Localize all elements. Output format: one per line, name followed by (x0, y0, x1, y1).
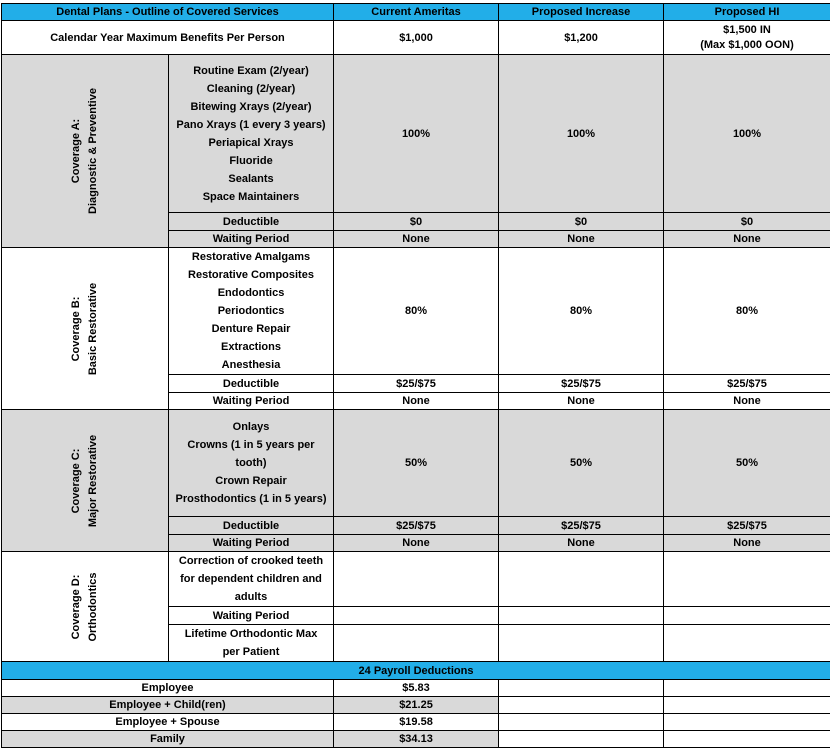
waiting-period-value (499, 607, 664, 625)
service-item: Periodontics (217, 305, 285, 317)
payroll-tier-label: Family (2, 731, 334, 748)
coverage-d-services (169, 552, 334, 607)
coverage-a-title-line2: Diagnostic & Preventive (87, 88, 99, 214)
calendar-max-row (2, 21, 830, 55)
deductible-value: $0 (664, 213, 830, 231)
service-item: Prosthodontics (1 in 5 years) (175, 493, 327, 505)
payroll-empty-cell (499, 714, 664, 731)
coverage-c-hi: 50% (664, 410, 830, 517)
header-current-ameritas: Current Ameritas (334, 4, 499, 21)
waiting-period-value (664, 607, 830, 625)
calendar-max-increase: $1,200 (499, 21, 664, 55)
payroll-row (2, 731, 830, 748)
coverage-b-services-row (2, 248, 830, 375)
calendar-max-hi-oon: (Max $1,000 OON) (700, 38, 794, 51)
payroll-tier-value: $5.83 (334, 680, 499, 697)
calendar-max-label: Calendar Year Maximum Benefits Per Person (2, 21, 334, 55)
service-item: Space Maintainers (202, 190, 300, 203)
calendar-max-hi (664, 21, 830, 55)
payroll-empty-cell (664, 697, 830, 714)
service-item: Pano Xrays (1 every 3 years) (176, 118, 326, 131)
lifetime-max-value (334, 625, 499, 662)
service-item: Denture Repair (211, 323, 291, 335)
service-item: Restorative Composites (188, 269, 314, 281)
payroll-empty-cell (664, 714, 830, 731)
deductible-value: $0 (499, 213, 664, 231)
coverage-b-increase: 80% (499, 248, 664, 375)
service-item: for dependent children and (180, 573, 322, 585)
waiting-period-value: None (334, 535, 499, 552)
calendar-max-current: $1,000 (334, 21, 499, 55)
coverage-c-services (169, 410, 334, 517)
coverage-d-title-line2: Orthodontics (87, 571, 99, 642)
service-item: Sealants (228, 172, 274, 185)
coverage-b-title (2, 248, 169, 410)
payroll-title: 24 Payroll Deductions (2, 662, 830, 680)
header-proposed-increase: Proposed Increase (499, 4, 664, 21)
coverage-a-increase: 100% (499, 55, 664, 213)
payroll-tier-value: $34.13 (334, 731, 499, 748)
payroll-tier-value: $21.25 (334, 697, 499, 714)
coverage-d-increase (499, 552, 664, 607)
service-item: adults (234, 591, 268, 603)
coverage-d-title (2, 552, 169, 662)
payroll-row (2, 680, 830, 697)
waiting-period-value: None (499, 393, 664, 410)
payroll-empty-cell (499, 697, 664, 714)
service-item: Fluoride (229, 154, 273, 167)
coverage-b-services (169, 248, 334, 375)
waiting-period-value: None (664, 393, 830, 410)
waiting-period-label: Waiting Period (169, 231, 334, 248)
coverage-c-increase: 50% (499, 410, 664, 517)
waiting-period-label: Waiting Period (169, 393, 334, 410)
deductible-value: $25/$75 (334, 375, 499, 393)
coverage-d-hi (664, 552, 830, 607)
coverage-a-hi: 100% (664, 55, 830, 213)
payroll-tier-label: Employee + Spouse (2, 714, 334, 731)
service-item: Anesthesia (221, 359, 281, 371)
coverage-a-title (2, 55, 169, 248)
lifetime-max-label (169, 625, 334, 662)
waiting-period-value: None (499, 535, 664, 552)
header-proposed-hi: Proposed HI (664, 4, 830, 21)
payroll-row (2, 697, 830, 714)
service-item: Correction of crooked teeth (178, 555, 324, 567)
deductible-value: $25/$75 (334, 517, 499, 535)
payroll-tier-label: Employee + Child(ren) (2, 697, 334, 714)
service-item: Cleaning (2/year) (206, 82, 296, 95)
service-item: Endodontics (217, 287, 285, 299)
waiting-period-label: Waiting Period (169, 535, 334, 552)
coverage-c-services-row (2, 410, 830, 517)
waiting-period-value: None (499, 231, 664, 248)
service-item: Restorative Amalgams (191, 251, 311, 263)
coverage-c-title-line1: Coverage C: (70, 448, 82, 513)
waiting-period-value: None (334, 231, 499, 248)
lifetime-max-line1: Lifetime Orthodontic Max (184, 628, 318, 640)
deductible-label: Deductible (169, 213, 334, 231)
coverage-d-current (334, 552, 499, 607)
coverage-c-title-line2: Major Restorative (87, 434, 99, 527)
coverage-d-title-line1: Coverage D: (70, 574, 82, 639)
coverage-a-current: 100% (334, 55, 499, 213)
coverage-b-title-line2: Basic Restorative (87, 282, 99, 375)
waiting-period-value (334, 607, 499, 625)
waiting-period-value: None (664, 231, 830, 248)
deductible-label: Deductible (169, 517, 334, 535)
payroll-empty-cell (499, 731, 664, 748)
payroll-tier-value: $19.58 (334, 714, 499, 731)
coverage-a-services-row (2, 55, 830, 213)
coverage-b-current: 80% (334, 248, 499, 375)
deductible-value: $25/$75 (499, 517, 664, 535)
service-item: Crown Repair (215, 475, 287, 487)
payroll-tier-label: Employee (2, 680, 334, 697)
payroll-header-row (2, 662, 830, 680)
service-item: Periapical Xrays (208, 136, 294, 149)
coverage-c-title (2, 410, 169, 552)
header-title: Dental Plans - Outline of Covered Services (2, 4, 334, 21)
service-item: Routine Exam (2/year) (193, 64, 309, 77)
coverage-b-title-line1: Coverage B: (70, 296, 82, 361)
lifetime-max-value (664, 625, 830, 662)
coverage-a-services (169, 55, 334, 213)
service-item: Crowns (1 in 5 years per (187, 439, 315, 451)
payroll-empty-cell (664, 680, 830, 697)
service-item: Onlays (232, 421, 270, 433)
dental-plans-table (1, 3, 830, 748)
waiting-period-value: None (664, 535, 830, 552)
lifetime-max-line2: per Patient (222, 646, 280, 658)
header-row (2, 4, 830, 21)
coverage-a-title-line1: Coverage A: (70, 118, 82, 184)
coverage-c-current: 50% (334, 410, 499, 517)
calendar-max-hi-in: $1,500 IN (723, 23, 771, 36)
deductible-value: $25/$75 (664, 517, 830, 535)
deductible-value: $25/$75 (499, 375, 664, 393)
payroll-empty-cell (499, 680, 664, 697)
service-item: Extractions (221, 341, 281, 353)
coverage-d-services-row (2, 552, 830, 607)
service-item: Bitewing Xrays (2/year) (190, 100, 312, 113)
service-item: tooth) (235, 457, 267, 469)
coverage-b-hi: 80% (664, 248, 830, 375)
payroll-empty-cell (664, 731, 830, 748)
deductible-value: $0 (334, 213, 499, 231)
deductible-value: $25/$75 (664, 375, 830, 393)
waiting-period-value: None (334, 393, 499, 410)
lifetime-max-value (499, 625, 664, 662)
waiting-period-label: Waiting Period (169, 607, 334, 625)
deductible-label: Deductible (169, 375, 334, 393)
payroll-row (2, 714, 830, 731)
